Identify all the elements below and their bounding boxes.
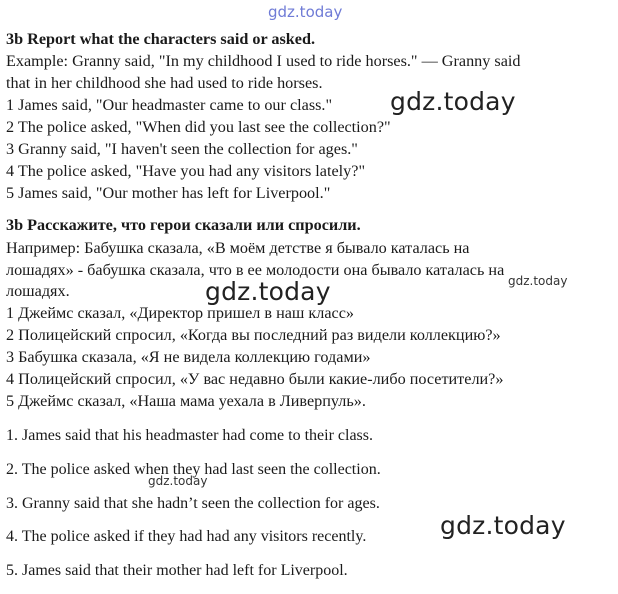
english-item-3: 3 Granny said, "I haven't seen the collection for ages." bbox=[6, 140, 358, 158]
watermark-answer-big: gdz.today bbox=[440, 511, 566, 540]
english-heading: 3b Report what the characters said or asked. bbox=[6, 30, 316, 48]
russian-item-1: 1 Джеймс сказал, «Директор пришел в наш класс» bbox=[6, 304, 355, 322]
watermark-russian-small: gdz.today bbox=[508, 274, 568, 288]
answer-4: 4. The police asked if they had had any visitors recently. bbox=[6, 528, 367, 545]
russian-example-line2: лошадях» - бабушка сказала, что в ее молодости она бывало каталась на bbox=[6, 261, 505, 279]
english-item-4: 4 The police asked, "Have you had any visitors lately?" bbox=[6, 162, 366, 180]
watermark-russian-example: gdz.today bbox=[205, 277, 331, 306]
english-item-5: 5 James said, "Our mother has left for Liverpool." bbox=[6, 184, 331, 202]
watermark-english-item1: gdz.today bbox=[390, 87, 516, 116]
russian-item-3: 3 Бабушка сказала, «Я не видела коллекцию годами» bbox=[6, 348, 371, 366]
answer-5: 5. James said that their mother had left for Liverpool. bbox=[6, 562, 348, 579]
russian-item-5: 5 Джеймс сказал, «Наша мама уехала в Ливерпуль». bbox=[6, 392, 366, 410]
russian-item-4: 4 Полицейский спросил, «У вас недавно были какие-либо посетители?» bbox=[6, 370, 504, 388]
russian-heading: 3b Расскажите, что герои сказали или спросили. bbox=[6, 216, 361, 234]
answer-3: 3. Granny said that she hadn’t seen the collection for ages. bbox=[6, 495, 380, 512]
english-example-line1: Example: Granny said, "In my childhood I used to ride horses." — Granny said bbox=[6, 52, 521, 70]
answer-2: 2. The police asked when they had last seen the collection. bbox=[6, 461, 381, 478]
russian-item-2: 2 Полицейский спросил, «Когда вы последний раз видели коллекцию?» bbox=[6, 326, 501, 344]
english-item-2: 2 The police asked, "When did you last see the collection?" bbox=[6, 118, 391, 136]
russian-example-line3: лошадях. bbox=[6, 282, 70, 300]
watermark-top: gdz.today bbox=[268, 3, 343, 21]
watermark-answer-small: gdz.today bbox=[148, 474, 208, 488]
answer-1: 1. James said that his headmaster had come to their class. bbox=[6, 427, 374, 444]
english-example-line2: that in her childhood she had used to ride horses. bbox=[6, 74, 323, 92]
english-item-1: 1 James said, "Our headmaster came to our class." bbox=[6, 96, 333, 114]
russian-example-line1: Например: Бабушка сказала, «В моём детстве я бывало каталась на bbox=[6, 239, 470, 257]
